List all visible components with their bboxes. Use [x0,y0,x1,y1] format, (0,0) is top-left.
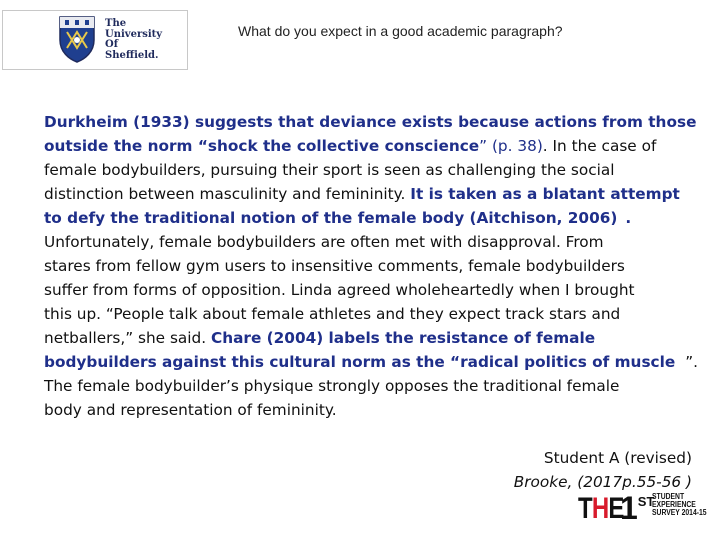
paragraph-text: distinction between masculinity and femininity. [44,185,411,203]
punctuation: . [625,209,632,227]
survey-label [652,493,707,518]
academic-paragraph [44,110,699,422]
paragraph-line [44,230,694,254]
paragraph-text: stares from fellow gym users to insensitive comments, female bodybuilders [44,257,625,275]
highlighted-claim: Durkheim (1933) suggests that deviance exists because actions from those [44,113,697,131]
award-rank [620,492,654,524]
paragraph-text: this up. “People talk about female athletes and they expect track stars and [44,305,621,323]
university-name [105,19,162,61]
logo-line: Sheffield. [105,49,159,61]
attribution [514,446,692,494]
highlighted-claim: bodybuilders against this cultural norm as the “radical politics of muscle [44,353,676,371]
paragraph-text: Unfortunately, female bodybuilders are often met with disapproval. From [44,233,604,251]
highlighted-claim: to defy the traditional notion of the female body (Aitchison, 2006) [44,209,618,227]
paragraph-text: body and representation of femininity. [44,401,337,419]
highlighted-claim: outside the norm “shock the collective conscience [44,137,480,155]
paragraph-line [44,158,694,182]
paragraph-text: ”. [685,353,699,371]
reference-label: Brooke, (2017p.55-56 ) [513,473,692,491]
the-brand [578,494,624,524]
highlighted-claim: Chare (2004) labels the resistance of female [210,329,596,347]
logo-line: Of [105,39,119,50]
logo-line: The [105,18,127,29]
paragraph-line [44,350,699,374]
paragraph-line [44,278,694,302]
rank-suffix: ST [637,494,655,509]
paragraph-text: female bodybuilders, pursuing their sport is seen as challenging the social [44,161,615,179]
paragraph-text: suffer from forms of opposition. Linda agreed wholeheartedly when I brought [44,281,635,299]
paragraph-text: The female bodybuilder’s physique strongly opposes the traditional female [44,377,620,395]
brand-letter: E [608,492,624,525]
survey-line: STUDENT [652,492,685,501]
paragraph-text: netballers,” she said. [44,329,211,347]
highlighted-claim: It is taken as a blatant attempt [410,185,680,203]
university-logo [2,10,188,70]
logo-line: University [105,28,163,40]
paragraph-text: . In the case of [542,137,657,155]
survey-line: SURVEY 2014-15 [652,508,707,518]
paragraph-line [44,326,694,350]
brand-letter: H [591,492,609,525]
paragraph-line [44,302,694,326]
brand-letter: T [578,492,592,525]
paragraph-line [44,134,694,158]
slide-title: What do you expect in a good academic paragraph? [238,23,563,39]
award-logo [578,490,707,526]
paragraph-line [44,110,697,134]
paragraph-line [44,206,694,230]
paragraph-line [44,254,694,278]
page-citation: ” (p. 38) [479,137,543,155]
rank-number: 1 [620,490,638,526]
author-label: Student A (revised) [543,449,692,467]
survey-line: EXPERIENCE [652,500,696,510]
paragraph-line [44,398,694,422]
paragraph-line [44,182,694,206]
university-crest-icon [57,14,97,64]
paragraph-line [44,374,694,398]
